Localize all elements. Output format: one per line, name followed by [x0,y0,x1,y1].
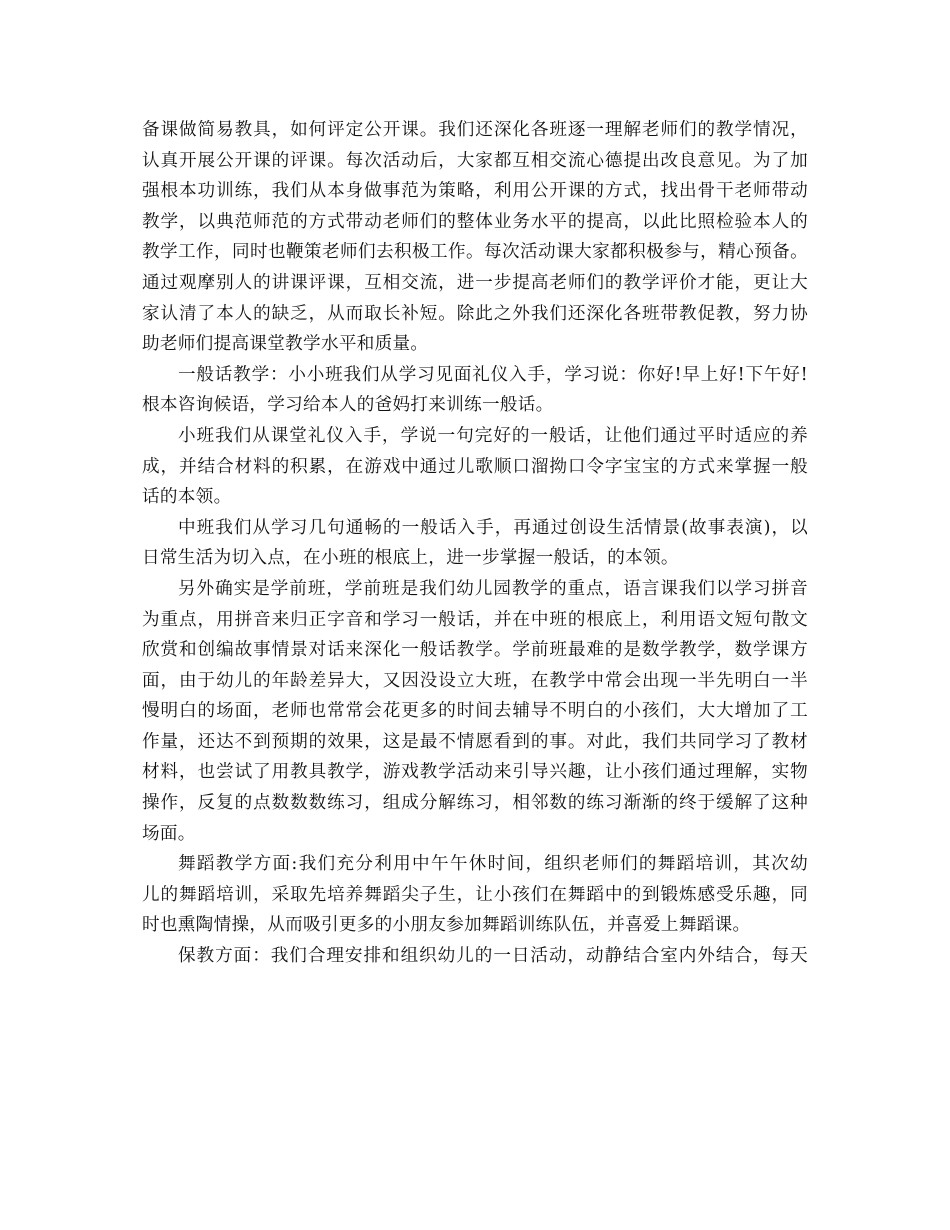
text-line: 为重点，用拼音来归正字音和学习一般话，并在中班的根底上，利用语文短句散文 [142,609,808,630]
text-line: 操作，反复的点数数数练习，组成分解练习，相邻数的练习渐渐的终于缓解了这种 [142,793,808,814]
text-line: 家认清了本人的缺乏，从而取长补短。除此之外我们还深化各班带教促教，努力协 [142,303,808,324]
text-line: 强根本功训练，我们从本身做事范为策略，利用公开课的方式，找出骨干老师带动 [142,181,808,202]
text-line: 另外确实是学前班，学前班是我们幼儿园教学的重点，语言课我们以学习拼音 [178,578,808,599]
text-line: 儿的舞蹈培训，采取先培养舞蹈尖子生，让小孩们在舞蹈中的到锻炼感受乐趣，同 [142,884,808,905]
text-line: 小班我们从课堂礼仪入手，学说一句完好的一般话，让他们通过平时适应的养 [178,425,808,446]
text-line: 教学工作，同时也鞭策老师们去积极工作。每次活动课大家都积极参与，精心预备。 [142,242,808,263]
text-line: 日常生活为切入点，在小班的根底上，进一步掌握一般话，的本领。 [142,548,679,569]
text-line: 话的本领。 [142,487,232,508]
text-line: 备课做简易教具，如何评定公开课。我们还深化各班逐一理解老师们的教学情况， [142,120,808,140]
text-line: 根本咨询候语，学习给本人的爸妈打来训练一般话。 [142,395,554,416]
text-line: 场面。 [142,823,196,844]
text-line: 作量，还达不到预期的效果，这是最不情愿看到的事。对此，我们共同学习了教材 [142,731,808,752]
text-line: 时也熏陶情操，从而吸引更多的小朋友参加舞蹈训练队伍，并喜爱上舞蹈课。 [142,915,751,936]
text-line: 成，并结合材料的积累，在游戏中通过儿歌顺口溜拗口令字宝宝的方式来掌握一般 [142,456,808,477]
text-line: 助老师们提高课堂教学水平和质量。 [142,334,429,355]
text-line: 认真开展公开课的评课。每次活动后，大家都互相交流心德提出改良意见。为了加 [142,150,808,171]
text-line: 一般话教学：小小班我们从学习见面礼仪入手，学习说：你好!早上好!下午好! [178,364,808,385]
text-line: 中班我们从学习几句通畅的一般话入手，再通过创设生活情景(故事表演)，以 [178,517,808,538]
text-line: 材料，也尝试了用教具教学，游戏教学活动来引导兴趣，让小孩们通过理解，实物 [142,762,808,783]
document-page [142,115,808,972]
text-line: 教学，以典范师范的方式带动老师们的整体业务水平的提高，以此比照检验本人的 [142,211,808,232]
text-line: 通过观摩别人的讲课评课，互相交流，进一步提高老师们的教学评价才能，更让大 [142,272,808,293]
text-line: 面，由于幼儿的年龄差异大，又因没设立大班，在教学中常会出现一半先明白一半 [142,670,808,691]
text-line: 舞蹈教学方面:我们充分利用中午午休时间，组织老师们的舞蹈培训，其次幼 [178,854,808,875]
text-line: 慢明白的场面，老师也常常会花更多的时间去辅导不明白的小孩们，大大增加了工 [142,701,808,722]
text-line: 保教方面：我们合理安排和组织幼儿的一日活动，动静结合室内外结合，每天 [178,946,808,967]
text-line: 欣赏和创编故事情景对话来深化一般话教学。学前班最难的是数学教学，数学课方 [142,640,808,661]
